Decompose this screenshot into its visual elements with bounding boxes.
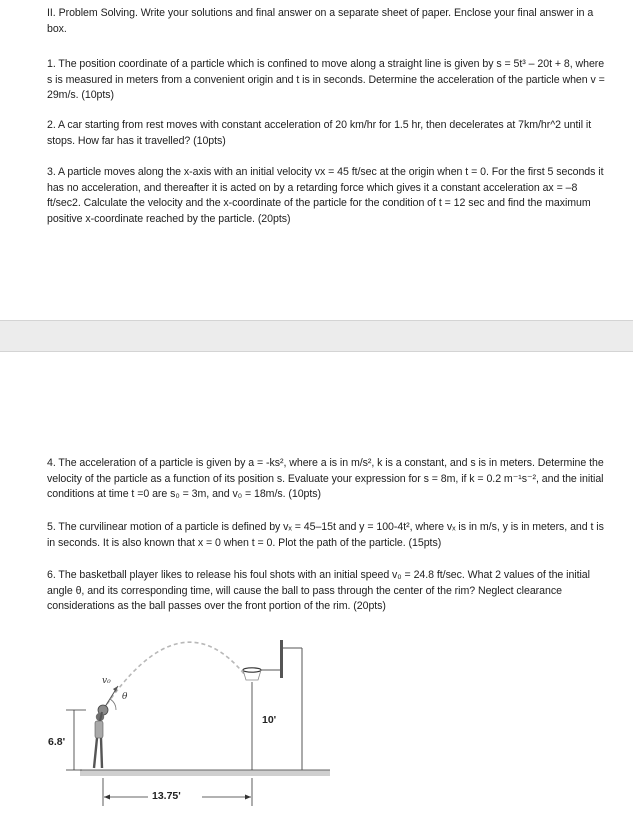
rim [243, 668, 261, 672]
section-heading: II. Problem Solving. Write your solutions and final answer on a separate sheet of paper. Enclose your final answer in a box. [47, 7, 594, 35]
angle-arc [110, 699, 116, 710]
problem-1: 1. The position coordinate of a particle which is confined to move along a straight line is given by s = 5t³ – 20t + 8, where s is measured in meters from a convenient origin and t is in seconds. Determine the acceleration of the particle when v = 29m/s. (10pts) [47, 58, 605, 101]
player-torso [95, 721, 103, 738]
dist-arrow-right [245, 795, 251, 800]
problem-4: 4. The acceleration of a particle is given by a = -ks², where a is in m/s², k is a constant, and s is in meters. Determine the velocity of the particle as a function of its position s. Evaluate your expression for s = 8m, if k = 0.2 m⁻¹s⁻², and the initial conditions at time t =0 are s₀ = 3m, and v₀ = 18m/s. (10pts) [47, 457, 604, 500]
label-theta: θ [122, 692, 128, 702]
label-distance: 13.75' [152, 790, 181, 802]
document-page-1 [0, 0, 633, 320]
player-leg-right [101, 738, 102, 768]
label-release-height: 6.8' [48, 736, 66, 748]
label-v0: v₀ [102, 676, 111, 686]
ground [80, 770, 330, 776]
problem-5: 5. The curvilinear motion of a particle is defined by vₓ = 45–15t and y = 100-4t², where vₓ is in m/s, y is in meters, and t is in seconds. It is also known that x = 0 when t = 0. Plot the path of the particle. (15pts) [47, 521, 604, 549]
basketball-figure [40, 620, 340, 830]
player-figure [94, 712, 104, 768]
problem-3: 3. A particle moves along the x-axis with an initial velocity vx = 45 ft/sec at the origin when t = 0. For the first 5 seconds it has no acceleration, and thereafter it is acted on by a retarding force which gives it a constant acceleration ax = –8 ft/sec2. Calculate the velocity and the x-coordinate of the particle for the condition of t = 12 sec and find the maximum positive x-coordinate reached by the particle. (20pts) [47, 166, 604, 225]
dist-arrow-left [104, 795, 110, 800]
problem-6: 6. The basketball player likes to release his foul shots with an initial speed v₀ = 24.8 ft/sec. What 2 values of the initial angle θ, and its corresponding time, will cause the ball to pass through the center of the rim? Neglect clearance considerations as the ball passes over the front portion of the rim. (20pts) [47, 569, 590, 612]
problem-2: 2. A car starting from rest moves with constant acceleration of 20 km/hr for 1.5 hr, then decelerates at 7km/hr^2 until it stops. How far has it travelled? (10pts) [47, 119, 592, 147]
player-leg-left [94, 738, 97, 768]
basketball-diagram [40, 620, 340, 830]
backboard [280, 640, 283, 678]
page-separator [0, 320, 633, 352]
label-rim-height: 10' [262, 714, 277, 726]
